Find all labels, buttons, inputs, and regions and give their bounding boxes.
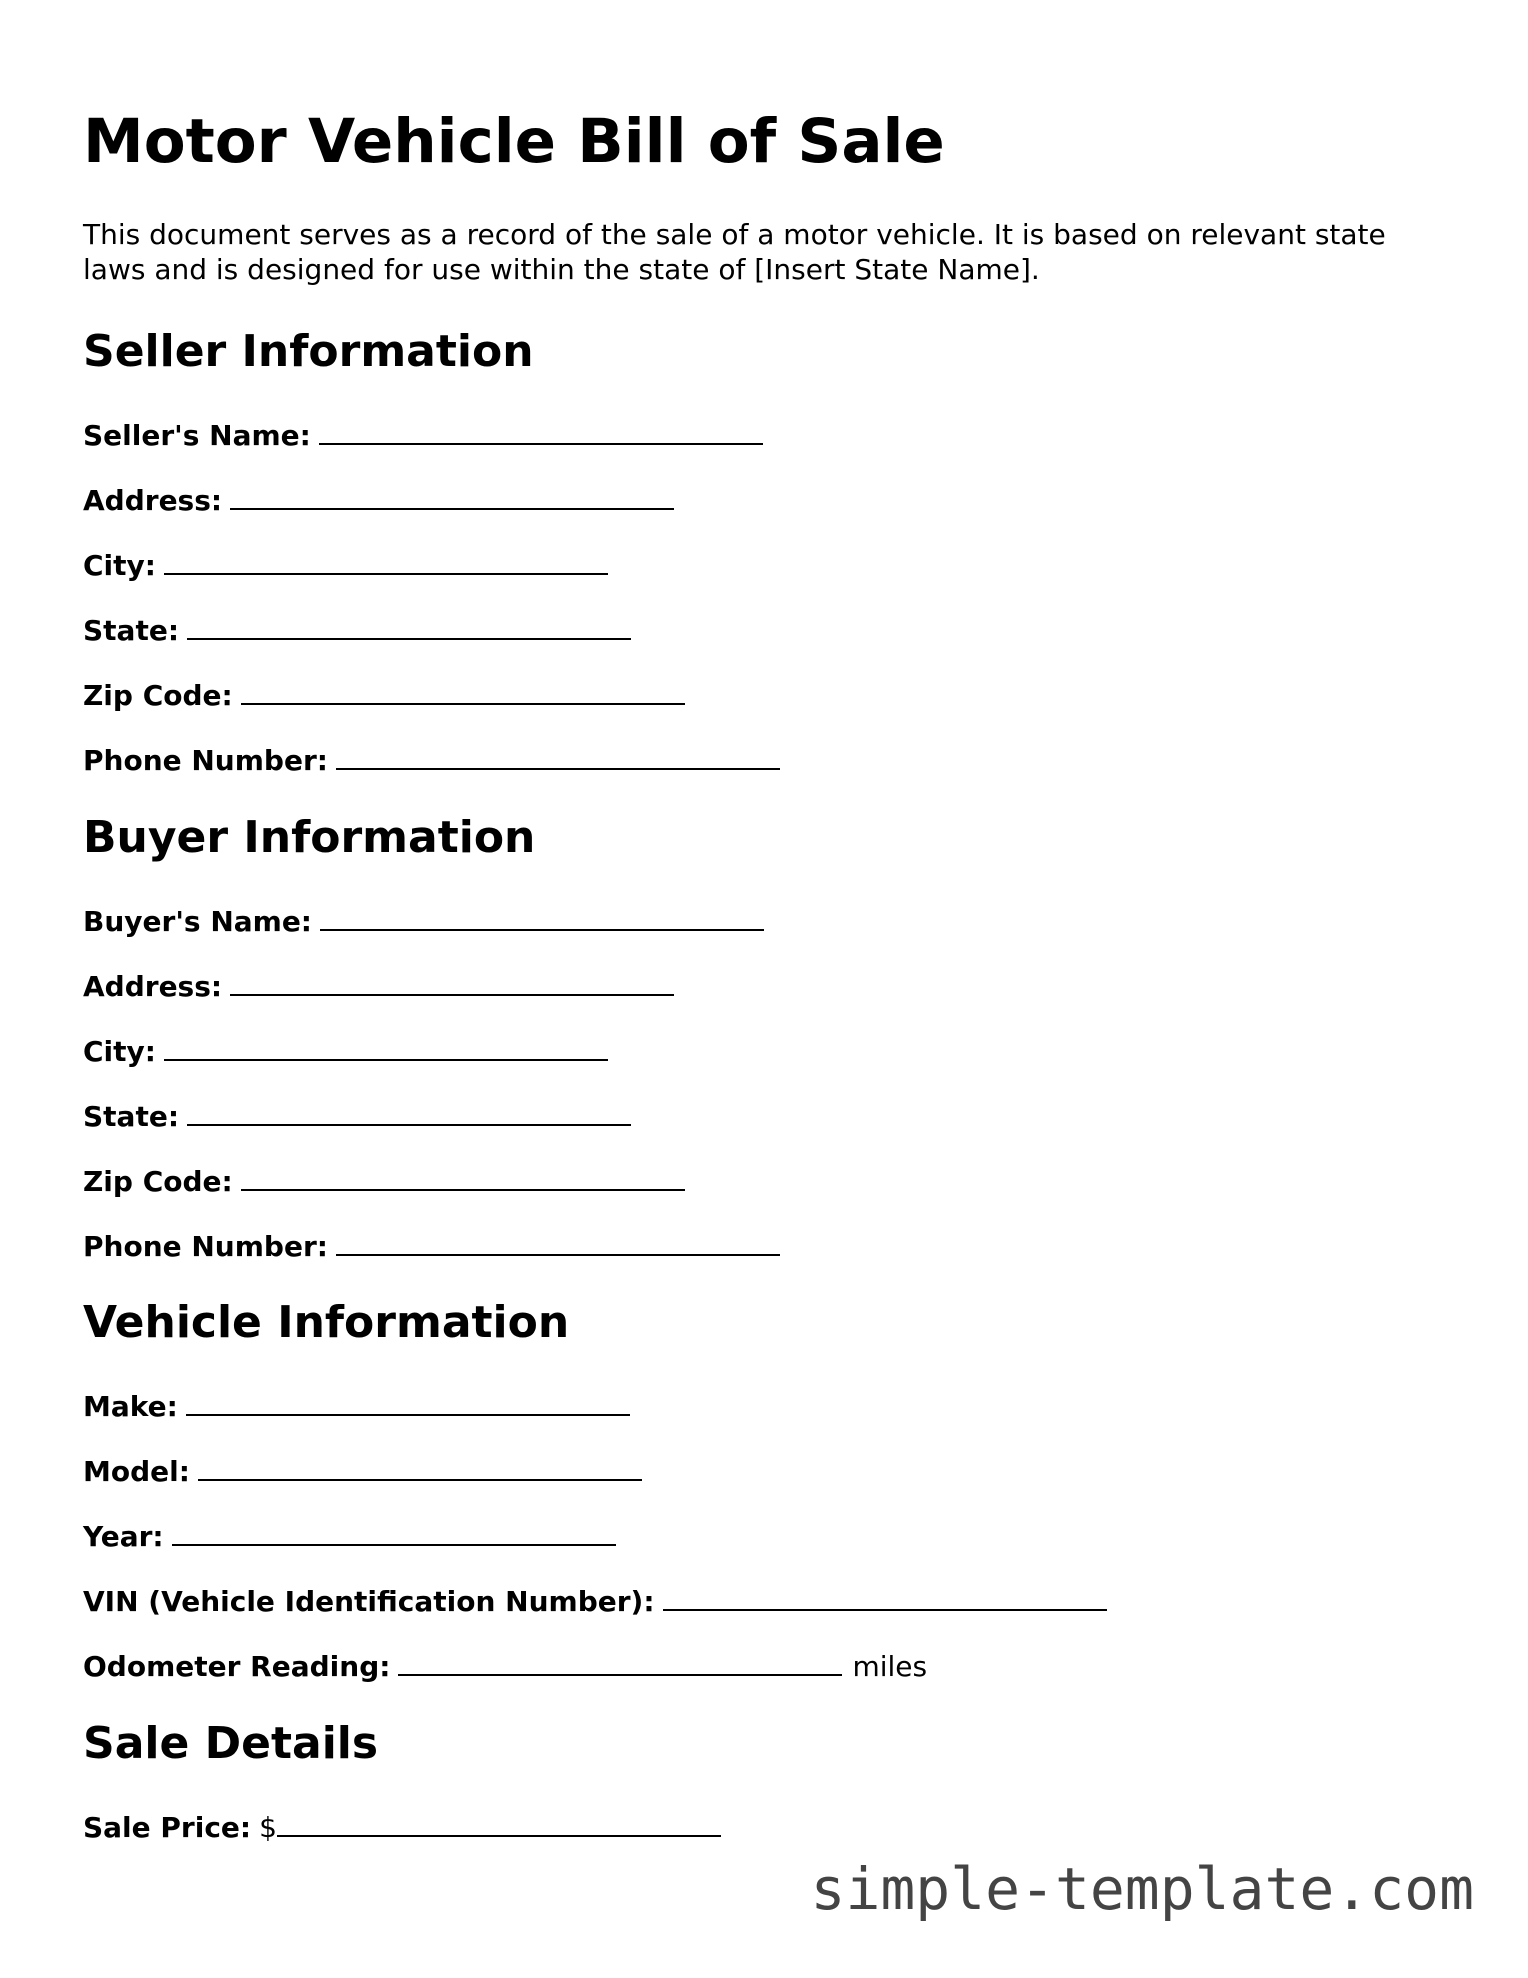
- sale-section-heading: Sale Details: [83, 1718, 379, 1769]
- seller-city-field: [83, 545, 608, 584]
- buyer-city-blank[interactable]: [164, 1031, 608, 1061]
- buyer-state-blank[interactable]: [187, 1096, 631, 1126]
- buyer-address-field: [83, 966, 674, 1005]
- vehicle-model-field: [83, 1451, 642, 1490]
- vehicle-year-label: Year:: [83, 1520, 164, 1553]
- buyer-zip-label: Zip Code:: [83, 1165, 233, 1198]
- seller-address-label: Address:: [83, 484, 223, 517]
- vehicle-make-blank[interactable]: [186, 1386, 630, 1416]
- seller-name-blank[interactable]: [319, 415, 763, 445]
- seller-zip-blank[interactable]: [241, 675, 685, 705]
- buyer-city-field: [83, 1031, 608, 1070]
- seller-section-heading: Seller Information: [83, 326, 534, 377]
- buyer-zip-field: [83, 1161, 685, 1200]
- seller-address-blank[interactable]: [230, 480, 674, 510]
- buyer-city-label: City:: [83, 1035, 156, 1068]
- vehicle-section-heading: Vehicle Information: [83, 1297, 570, 1348]
- sale-price-label: Sale Price:: [83, 1811, 252, 1844]
- buyer-phone-label: Phone Number:: [83, 1230, 328, 1263]
- seller-phone-blank[interactable]: [336, 740, 780, 770]
- currency-symbol: $: [259, 1811, 277, 1844]
- vehicle-odometer-field: [83, 1646, 927, 1685]
- seller-zip-field: [83, 675, 685, 714]
- vehicle-vin-label: VIN (Vehicle Identification Number):: [83, 1585, 655, 1618]
- document-title: Motor Vehicle Bill of Sale: [83, 106, 945, 177]
- odometer-unit: miles: [852, 1650, 928, 1683]
- vehicle-vin-blank[interactable]: [663, 1581, 1107, 1611]
- seller-state-blank[interactable]: [187, 610, 631, 640]
- buyer-zip-blank[interactable]: [241, 1161, 685, 1191]
- sale-price-blank[interactable]: [277, 1807, 721, 1837]
- seller-city-label: City:: [83, 549, 156, 582]
- vehicle-make-label: Make:: [83, 1390, 178, 1423]
- buyer-name-label: Buyer's Name:: [83, 905, 313, 938]
- seller-phone-label: Phone Number:: [83, 744, 328, 777]
- buyer-name-field: [83, 901, 764, 940]
- buyer-address-label: Address:: [83, 970, 223, 1003]
- buyer-name-blank[interactable]: [320, 901, 764, 931]
- seller-phone-field: [83, 740, 780, 779]
- vehicle-odometer-blank[interactable]: [398, 1646, 842, 1676]
- vehicle-model-blank[interactable]: [198, 1451, 642, 1481]
- intro-paragraph: This document serves as a record of the sale of a motor vehicle. It is based on relevant state laws and is designed for use within the state of [Insert State Name].: [83, 218, 1386, 286]
- vehicle-odometer-label: Odometer Reading:: [83, 1650, 391, 1683]
- seller-zip-label: Zip Code:: [83, 679, 233, 712]
- vehicle-year-field: [83, 1516, 616, 1555]
- vehicle-year-blank[interactable]: [172, 1516, 616, 1546]
- buyer-section-heading: Buyer Information: [83, 812, 536, 863]
- vehicle-model-label: Model:: [83, 1455, 190, 1488]
- seller-city-blank[interactable]: [164, 545, 608, 575]
- buyer-state-label: State:: [83, 1100, 180, 1133]
- seller-name-label: Seller's Name:: [83, 419, 311, 452]
- seller-name-field: [83, 415, 763, 454]
- sale-price-field: [83, 1807, 721, 1846]
- vehicle-vin-field: [83, 1581, 1107, 1620]
- watermark-text: simple-template.com: [810, 1855, 1474, 1923]
- buyer-state-field: [83, 1096, 631, 1135]
- seller-state-label: State:: [83, 614, 180, 647]
- seller-state-field: [83, 610, 631, 649]
- vehicle-make-field: [83, 1386, 630, 1425]
- seller-address-field: [83, 480, 674, 519]
- buyer-phone-field: [83, 1226, 780, 1265]
- buyer-address-blank[interactable]: [230, 966, 674, 996]
- buyer-phone-blank[interactable]: [336, 1226, 780, 1256]
